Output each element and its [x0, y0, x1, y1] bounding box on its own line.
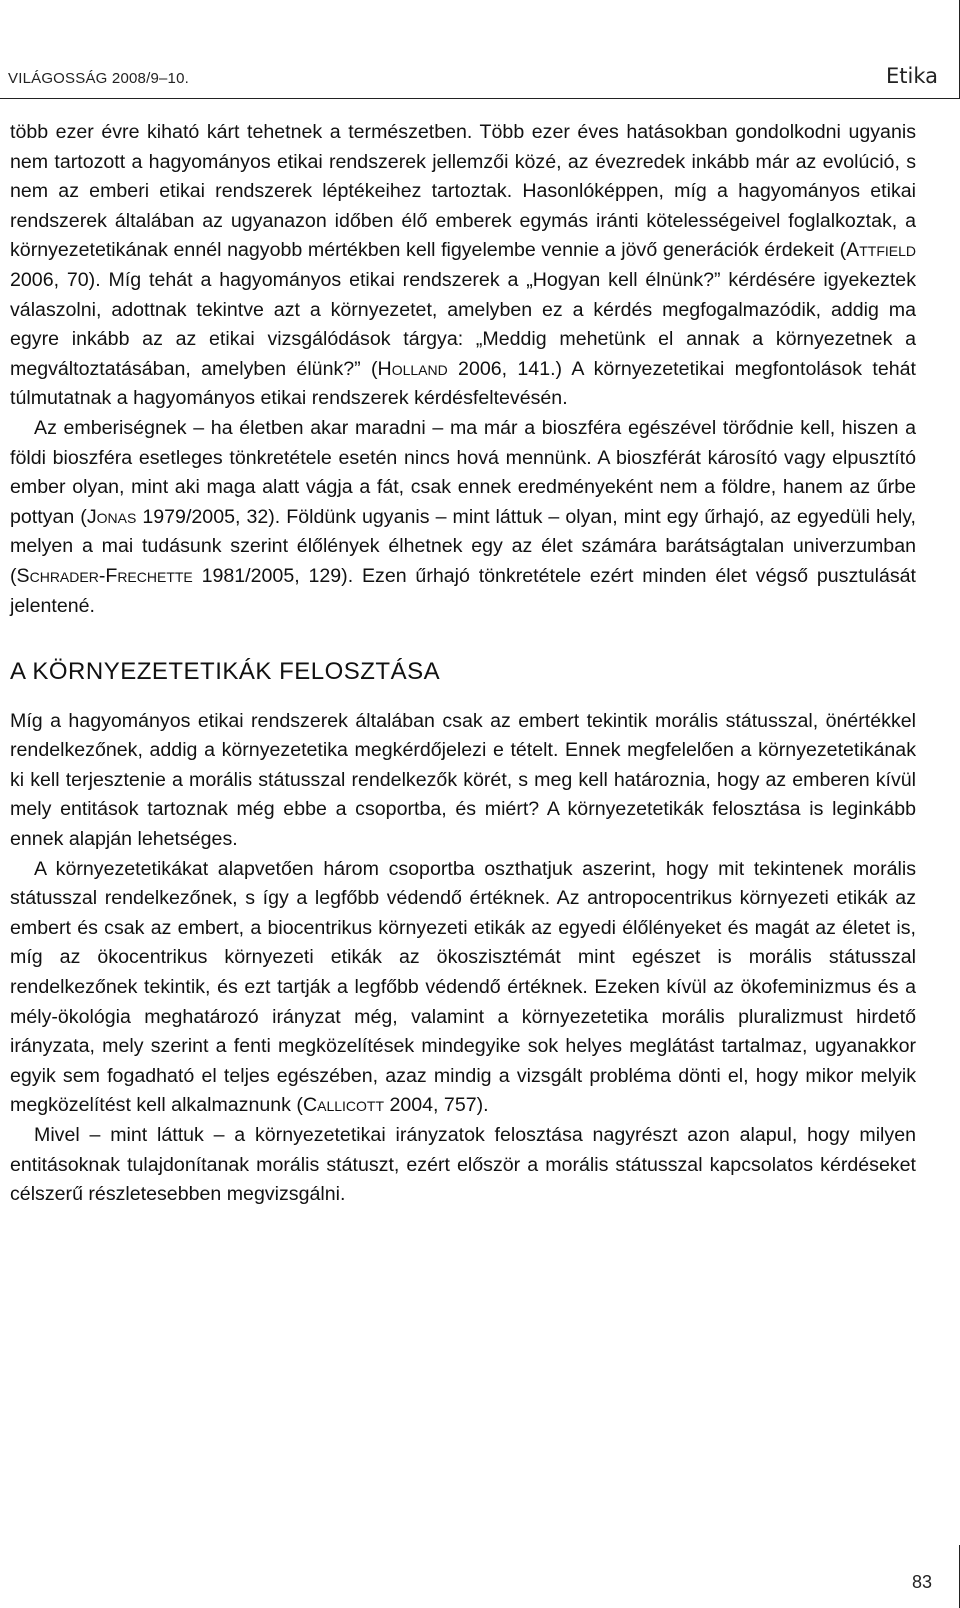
section-heading: A KÖRNYEZETETIKÁK FELOSZTÁSA: [10, 658, 441, 686]
page-number: 83: [911, 1572, 932, 1592]
paragraph-text: A környezetetikákat alapvetően három csoportba oszthatjuk aszerint, hogy mit tekintenek morális státusszal rendelkezőnek, s így a legfőbb védendő értéknek. Az antropocentrikus környezeti etikák az embert és csak az embert, a biocentrikus környezeti etikák az egyedi élőlényeket és magát az életet is, míg az ökocentrikus környezeti etikák az ökoszisztémát mint egészet is morális státusszal rendelkezőnek tekintik, és ezt tartják a legfőbb védendő értéknek. Ezeken kívül az ökofeminizmus és a mély-ökológia meghatározó irányzat még, valamint a környezetetika morális pluralizmust hirdető irányzata, mely szerint a fenti megközelítések mindegyike sok helyes meglátást tartalmaz, ugyanakkor egyik sem fogadható el teljes egészében, azaz mindig a vizsgált probléma dönti el, hogy mikor melyik megközelítést kell alkalmaznunk (: [10, 857, 916, 1117]
article-body: [10, 118, 916, 1210]
paragraph-text: 2004, 757).: [384, 1094, 489, 1117]
citation-author: Attfield: [846, 239, 916, 262]
section-title: Etika: [886, 64, 938, 88]
paragraph-text: 2006, 141.) A környezetetikai megfontolások tehát túlmutatnak a hagyományos etikai rendszerek kérdésfeltevésén.: [10, 357, 916, 410]
paragraph-2: [10, 414, 916, 621]
header-divider: [0, 98, 960, 99]
citation-author: Schrader-Frechette: [16, 564, 193, 587]
paragraph-text: 1981/2005, 129). Ezen űrhajó tönkretétele ezért minden élet végső pusztulását jelentené.: [10, 564, 916, 617]
paragraph-text: Mivel – mint láttuk – a környezetetikai irányzatok felosztása nagyrészt azon alapul, hogy milyen entitásoknak tulajdonítanak morális státuszt, ezért először a morális státusszal kapcsolatos kérdéseket célszerű részletesebben megvizsgálni.: [10, 1124, 916, 1206]
citation-author: Holland: [377, 357, 448, 380]
paragraph-text: több ezer évre kiható kárt tehetnek a természetben. Több ezer éves hatásokban gondolkodni ugyanis nem tartozott a hagyományos etikai rendszerek jellemzői közé, az évezredek inkább már az evolúció, s nem az emberi etikai rendszerek léptékeihez tartoztak. Hasonlóképpen, míg a hagyományos etikai rendszerek általában az ugyanazon időben élő emberek egymás iránti kötelességeivel foglalkoztak, a környezetetikának ennél nagyobb mértékben kell figyelembe vennie a jövő generációk érdekeit (: [10, 121, 916, 262]
paragraph-4: [10, 855, 916, 1121]
paragraph-text: 1979/2005, 32). Földünk ugyanis – mint láttuk – olyan, mint egy űrhajó, az egyedüli hely, melyen a mai tudásunk szerint élőlények élhetnek egy az élet számára barátságtalan univerzumban (: [10, 505, 916, 587]
journal-header: VILÁGOSSÁG 2008/9–10.: [8, 70, 189, 87]
paragraph-1: [10, 118, 916, 414]
paragraph-text: Míg a hagyományos etikai rendszerek általában csak az embert tekintik morális státusszal, önértékkel rendelkezőnek, addig a környezetetika megkérdőjelezi e tételt. Ennek megfelelően a környezetetikának ki kell terjesztenie a morális státusszal rendelkezők körét, s meg kell határoznia, hogy az emberen kívül mely entitások tartoznak még ebbe a csoportba, és miért? A környezetetikák felosztása is leginkább ennek alapján lehetséges.: [10, 709, 916, 851]
paragraph-5: [10, 1121, 916, 1210]
citation-author: Jonas: [86, 505, 137, 528]
citation-author: Callicott: [302, 1094, 385, 1117]
paragraph-text: Az emberiségnek – ha életben akar maradni – ma már a bioszféra egészével törődnie kell, hiszen a földi bioszféra esetleges tönkretétele esetén nincs hová mennünk. A bioszférát károsító vagy elpusztító ember olyan, mint aki maga alatt vágja a fát, csak ennek eredményeként nem a földre, hanem az űrbe pottyan (: [10, 416, 916, 528]
paragraph-3: [10, 707, 916, 855]
paragraph-text: 2006, 70). Míg tehát a hagyományos etikai rendszerek a „Hogyan kell élnünk?” kérdésére igyekeztek válaszolni, adottnak tekintve azt a környezetet, amelyben ez a kérdés megfogalmazódik, addig ma egyre inkább az az etikai vizsgálódások tárgya: „Meddig mehetünk el annak a környezetnek a megváltoztatásában, amelyben élünk?” (: [10, 268, 916, 380]
